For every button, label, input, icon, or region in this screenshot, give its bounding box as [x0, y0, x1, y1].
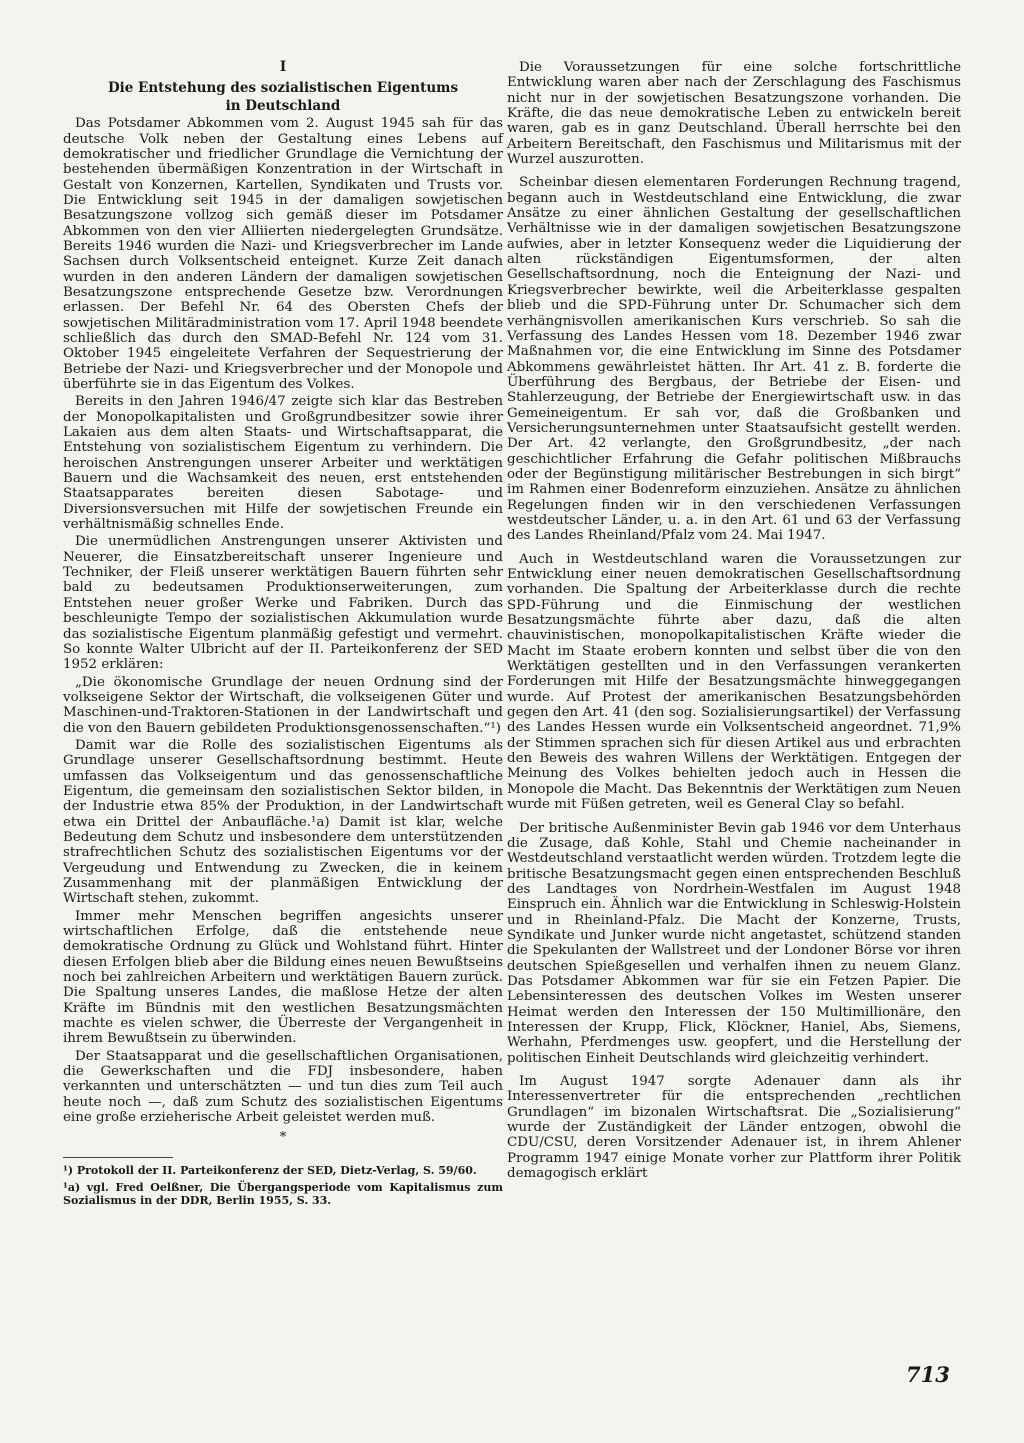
left-column	[63, 60, 503, 1211]
footnote-1: ¹) Protokoll der II. Parteikonferenz der SED, Dietz-Verlag, S. 59/60.	[63, 1163, 477, 1177]
paragraph: Immer mehr Menschen begriffen angesichts unserer wirtschaftlichen Erfolge, daß die entstehende neue demokratische Ordnung zu Glück und Wohlstand führt. Hinter diesen Erfolgen blieb aber die Bildung eines neuen Bewußtseins noch bei zahlreichen Arbeitern und werktätigen Bauern zurück. Die Spaltung unseres Landes, die maßlose Hetze der alten Kräfte im Bündnis mit den westlichen Besatzungsmächten machte es vielen schwer, die Überreste der Vergangenheit in ihrem Bewußtsein zu überwinden.	[63, 908, 503, 1047]
paragraph: Die unermüdlichen Anstrengungen unserer Aktivisten und Neuerer, die Einsatzbereitschaft unserer Ingenieure und Techniker, der Fleiß unserer werktätigen Bauern führten sehr bald zu bedeutsamen Produktionserweiterungen, zum Entstehen neuer großer Werke und Fabriken. Durch das beschleunigte Tempo der sozialistischen Akkumulation wurde das sozialistische Eigentum planmäßig gefestigt und vermehrt. So konnte Walter Ulbricht auf der II. Parteikonferenz der SED 1952 erklären:	[63, 534, 503, 673]
footnotes	[63, 1164, 503, 1207]
paragraph: Im August 1947 sorgte Adenauer dann als ihr Interessenvertreter für die entsprechenden „rechtlichen Grundlagen“ im bizonalen Wirtschaftsrat. Die „Sozialisierung“ wurde der Zuständigkeit der Länder entzogen, obwohl die CDU/CSU, deren Vorsitzender Adenauer ist, in ihrem Ahlener Programm 1947 einige Monate vorher zur Plattform ihrer Politik demagogisch erklärt	[507, 1074, 961, 1182]
section-title-line2: in Deutschland	[225, 97, 341, 114]
paragraph: Scheinbar diesen elementaren Forderungen Rechnung tragend, begann auch in Westdeutschland eine Entwicklung, die zwar Ansätze zu einer ähnlichen Gestaltung der gesellschaftlichen Verhältnisse wie in der damaligen sowjetischen Besatzungszone aufwies, aber in letzter Konsequenz weder die Liquidierung der alten rückständigen Eigentumsformen, der alten Gesellschaftsordnung, noch die Enteignung der Nazi- und Kriegsverbrecher bewirkte, weil die Arbeiterklasse gespalten blieb und die SPD-Führung unter Dr. Schumacher sich dem verhängnisvollen amerikanischen Kurs verschrieb. So sah die Verfassung des Landes Hessen vom 18. Dezember 1946 zwar Maßnahmen vor, die eine Entwicklung im Sinne des Potsdamer Abkommens gewährleistet hätten. Ihr Art. 41 z. B. forderte die Überführung des Bergbaus, der Betriebe der Eisen- und Stahlerzeugung, der Betriebe der Energiewirtschaft usw. in das Gemeineigentum. Er sah vor, daß die Großbanken und Versicherungsunternehmen unter Staatsaufsicht gestellt werden. Der Art. 42 verlangte, den Großgrundbesitz, „der nach geschichtlicher Erfahrung die Gefahr politischen Mißbrauchs oder der Begünstigung militärischer Bestrebungen in sich birgt“ im Rahmen einer Bodenreform einzuziehen. Ansätze zu ähnlichen Regelungen finden wir in den verschiedenen Verfassungen westdeutscher Länder, u. a. in den Art. 61 und 63 der Verfassung des Landes Rheinland/Pfalz vom 24. Mai 1947.	[507, 175, 961, 544]
paragraph: Der britische Außenminister Bevin gab 1946 vor dem Unterhaus die Zusage, daß Kohle, Stahl und Chemie nacheinander in Westdeutschland verstaatlicht werden würden. Trotzdem legte die britische Besatzungsmacht gegen einen entsprechenden Beschluß des Landtages von Nordrhein-Westfalen im August 1948 Einspruch ein. Ähnlich war die Entwicklung in Schleswig-Holstein und in Rheinland-Pfalz. Die Macht der Konzerne, Trusts, Syndikate und Junker wurde nicht angetastet, schützend standen die Spekulanten der Wallstreet und der Londoner Börse vor ihren deutschen Spießgesellen und verhalfen ihnen zu neuem Glanz. Das Potsdamer Abkommen war für sie ein Fetzen Papier. Die Lebensinteressen des deutschen Volkes im Westen unserer Heimat werden den Interessen der 150 Multimillionäre, den Interessen der Krupp, Flick, Klöckner, Haniel, Abs, Siemens, Werhahn, Pferdmenges usw. geopfert, und die Herstellung der politischen Einheit Deutschlands wird gleichzeitig verhindert.	[507, 820, 961, 1066]
block-quote: „Die ökonomische Grundlage der neuen Ordnung sind der volkseigene Sektor der Wirtschaft, die volkseigenen Güter und Maschinen-und-Traktoren-Stationen in der Landwirtschaft und die von den Bauern gebildeten Produktionsgenossenschaften.“¹)	[63, 674, 503, 736]
right-column	[507, 60, 961, 1189]
footnote-1a: ¹a) vgl. Fred Oelßner, Die Übergangsperiode vom Kapitalismus zum Sozialismus in der DDR, Berlin 1955, S. 33.	[63, 1180, 503, 1207]
paragraph: Auch in Westdeutschland waren die Voraussetzungen zur Entwicklung einer neuen demokratischen Gesellschaftsordnung vorhanden. Die Spaltung der Arbeiterklasse durch die rechte SPD-Führung und die Einmischung der westlichen Besatzungsmächte führte aber dazu, daß die alten chauvinistischen, monopolkapitalistischen Kräfte wieder die Macht im Staate erobern konnten und selbst über die von den Werktätigen gestellten und in den Verfassungen verankerten Forderungen mit Hilfe der Besatzungsmächte hinweggegangen wurde. Auf Protest der amerikanischen Besatzungsbehörden gegen den Art. 41 (den sog. Sozialisierungsartikel) der Verfassung des Landes Hessen wurde ein Volksentscheid angeordnet. 71,9% der Stimmen sprachen sich für diesen Artikel aus und erbrachten den Beweis des wahren Willens der Werktätigen. Entgegen der Meinung des Volkes behielten jedoch auch in Hessen die Monopole die Macht. Das Bekenntnis der Werktätigen zum Neuen wurde mit Füßen getreten, weil es General Clay so befahl.	[507, 551, 961, 813]
paragraph: Damit war die Rolle des sozialistischen Eigentums als Grundlage unserer Gesellschaftsordnung bestimmt. Heute umfassen das Volkseigentum und das genossenschaftliche Eigentum, die gemeinsam den sozialistischen Sektor bilden, in der Industrie etwa 85% der Produktion, in der Landwirtschaft etwa ein Drittel der Anbaufläche.¹a) Damit ist klar, welche Bedeutung dem Schutz und insbesondere dem unterstützenden strafrechtlichen Schutz des sozialistischen Eigentums vor der Vergeudung und Entwendung zu Zwecken, die in keinem Zusammenhang mit der planmäßigen Entwicklung der Wirtschaft stehen, zukommt.	[63, 737, 503, 907]
footnote-rule	[63, 1157, 173, 1158]
section-number: I	[279, 59, 287, 75]
section-separator: *	[279, 1129, 287, 1145]
page-number: 713	[906, 1362, 950, 1387]
paragraph: Das Potsdamer Abkommen vom 2. August 1945 sah für das deutsche Volk neben der Gestaltung eines Lebens auf demokratischer und friedlicher Grundlage die Vernichtung der bestehenden übermäßigen Konzentration in der Wirtschaft in Gestalt von Konzernen, Kartellen, Syndikaten und Trusts vor. Die Entwicklung seit 1945 in der damaligen sowjetischen Besatzungszone vollzog sich gemäß dieser im Potsdamer Abkommen von den vier Alliierten niedergelegten Grundsätze. Bereits 1946 wurden die Nazi- und Kriegsverbrecher im Lande Sachsen durch Volksentscheid enteignet. Kurze Zeit danach wurden in den anderen Ländern der damaligen sowjetischen Besatzungszone entsprechende Gesetze bzw. Verordnungen erlassen. Der Befehl Nr. 64 des Obersten Chefs der sowjetischen Militäradministration vom 17. April 1948 beendete schließlich das durch den SMAD-Befehl Nr. 124 vom 31. Oktober 1945 eingeleitete Verfahren der Sequestrierung der Betriebe der Nazi- und Kriegsverbrecher und der Monopole und überführte sie in das Eigentum des Volkes.	[63, 116, 503, 392]
paragraph: Bereits in den Jahren 1946/47 zeigte sich klar das Bestreben der Monopolkapitalisten und Großgrundbesitzer sowie ihrer Lakaien aus dem alten Staats- und Wirtschaftsapparat, die Entstehung von sozialistischem Eigentum zu verhindern. Die heroischen Anstrengungen unserer Arbeiter und werktätigen Bauern und die Wachsamkeit des neuen, erst entstehenden Staatsapparates bereiten diesen Sabotage- und Diversionsversuchen mit Hilfe der sowjetischen Freunde ein verhältnismäßig schnelles Ende.	[63, 394, 503, 533]
paragraph: Der Staatsapparat und die gesellschaftlichen Organisationen, die Gewerkschaften und die FDJ insbesondere, haben verkannten und unterschätzten — und tun dies zum Teil auch heute noch —, daß zum Schutz des sozialistischen Eigentums eine große erzieherische Arbeit geleistet werden muß.	[63, 1048, 503, 1126]
section-title-line1: Die Entstehung des sozialistischen Eigentums	[107, 80, 459, 97]
paragraph: Die Voraussetzungen für eine solche fortschrittliche Entwicklung waren aber nach der Zerschlagung des Faschismus nicht nur in der sowjetischen Besatzungszone vorhanden. Die Kräfte, die das neue demokratische Leben zu entwickeln bereit waren, gab es in ganz Deutschland. Überall herrschte bei den Arbeitern Bereitschaft, den Faschismus und Militarismus mit der Wurzel auszurotten.	[507, 60, 961, 168]
